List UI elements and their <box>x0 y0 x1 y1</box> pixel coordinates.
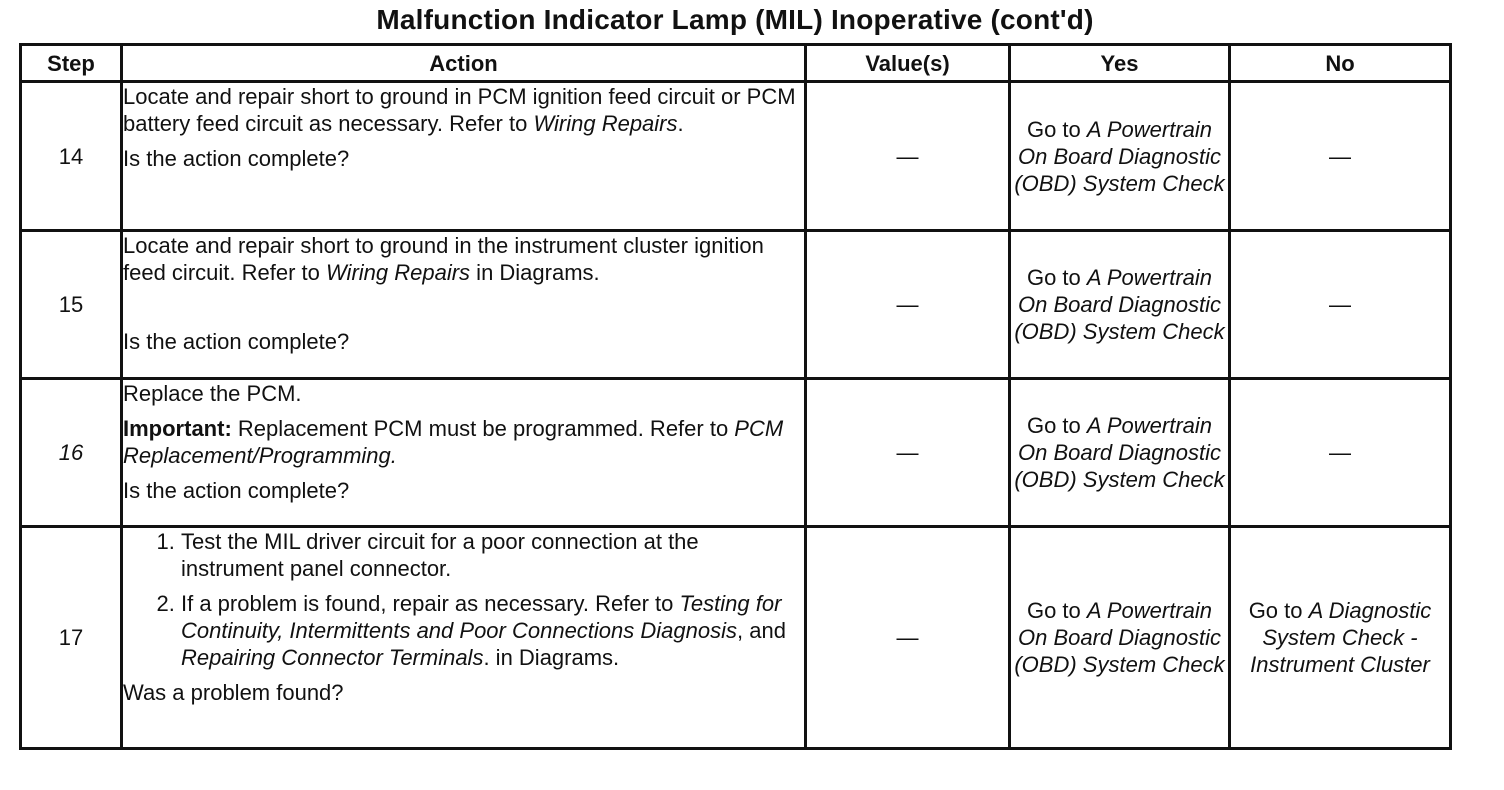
action-text: Locate and repair short to ground in the instrument cluster ignition feed circuit. Refer to Wiring Repairs in Diagrams. <box>123 233 764 285</box>
action-text: Locate and repair short to ground in PCM ignition feed circuit or PCM battery feed circuit as necessary. Refer to Wiring Repairs. <box>123 84 796 136</box>
yes-target: A Powertrain On Board Diagnostic (OBD) System Check <box>1014 413 1225 492</box>
reference-link: Wiring Repairs <box>533 111 678 136</box>
action-cell <box>122 527 806 749</box>
table-row <box>21 379 1451 527</box>
step-number: 15 <box>21 231 122 379</box>
value-cell: — <box>806 231 1010 379</box>
step-number: 14 <box>21 82 122 231</box>
action-steps-list <box>123 528 804 671</box>
action-question: Is the action complete? <box>123 146 350 171</box>
table-row <box>21 82 1451 231</box>
action-cell <box>122 231 806 379</box>
value-cell: — <box>806 379 1010 527</box>
header-yes: Yes <box>1010 45 1230 82</box>
value-cell: — <box>806 82 1010 231</box>
reference-link: Testing for Continuity, Intermittents and Poor Connections Diagnosis <box>181 591 782 643</box>
action-question: Is the action complete? <box>123 478 350 503</box>
header-no: No <box>1230 45 1451 82</box>
no-target: A Diagnostic System Check - Instrument Cluster <box>1250 598 1432 677</box>
action-question: Is the action complete? <box>123 329 350 354</box>
action-text: Replace the PCM. <box>123 381 302 406</box>
no-cell: — <box>1230 82 1451 231</box>
table-row <box>21 527 1451 749</box>
no-cell: Go to A Diagnostic System Check - Instrument Cluster <box>1230 527 1451 749</box>
page-title: Malfunction Indicator Lamp (MIL) Inoperative (cont'd) <box>376 4 1094 35</box>
action-cell <box>122 82 806 231</box>
diagnostic-table <box>19 43 1452 750</box>
step-number: 16 <box>21 379 122 527</box>
reference-link: Repairing Connector Terminals <box>181 645 484 670</box>
yes-target: A Powertrain On Board Diagnostic (OBD) System Check <box>1014 265 1225 344</box>
yes-cell: Go to A Powertrain On Board Diagnostic (OBD) System Check <box>1010 82 1230 231</box>
value-cell: — <box>806 527 1010 749</box>
important-note: Important: Replacement PCM must be programmed. Refer to PCM Replacement/Programming. <box>123 416 784 468</box>
header-row <box>21 45 1451 82</box>
yes-target: A Powertrain On Board Diagnostic (OBD) System Check <box>1014 598 1225 677</box>
important-label: Important: <box>123 416 232 441</box>
yes-cell: Go to A Powertrain On Board Diagnostic (OBD) System Check <box>1010 527 1230 749</box>
action-cell <box>122 379 806 527</box>
yes-cell: Go to A Powertrain On Board Diagnostic (OBD) System Check <box>1010 231 1230 379</box>
step-number: 17 <box>21 527 122 749</box>
yes-cell: Go to A Powertrain On Board Diagnostic (OBD) System Check <box>1010 379 1230 527</box>
list-item: 2. If a problem is found, repair as necessary. Refer to Testing for Continuity, Intermittents and Poor Connections Diagnosis, and Repairing Connector Terminals. in Diagrams. <box>181 590 804 671</box>
header-values: Value(s) <box>806 45 1010 82</box>
header-step: Step <box>21 45 122 82</box>
list-item: 1. Test the MIL driver circuit for a poor connection at the instrument panel connector. <box>181 528 804 582</box>
header-action: Action <box>122 45 806 82</box>
action-question: Was a problem found? <box>123 680 344 705</box>
yes-target: A Powertrain On Board Diagnostic (OBD) System Check <box>1014 116 1225 196</box>
reference-link: Wiring Repairs <box>325 260 471 285</box>
no-cell: — <box>1230 231 1451 379</box>
no-cell: — <box>1230 379 1451 527</box>
table-row <box>21 231 1451 379</box>
reference-link: PCM Replacement/Programming. <box>123 416 784 468</box>
